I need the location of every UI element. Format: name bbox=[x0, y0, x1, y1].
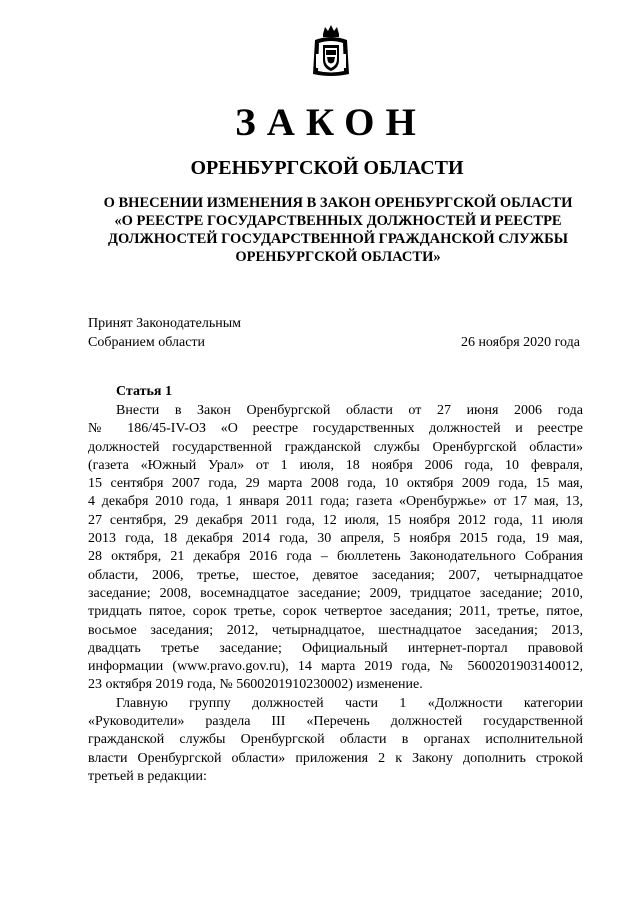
text-line: гражданской службы Оренбургской области в органах исполнительной bbox=[88, 732, 583, 748]
text-line: 4 декабря 2010 года, 1 января 2011 года; газета «Оренбуржье» от 17 мая, 13, bbox=[88, 494, 583, 510]
text-line: 23 октября 2019 года, № 5600201910230002) изменение. bbox=[88, 677, 423, 693]
adoption-line: Принят Законодательным bbox=[88, 316, 241, 331]
heading-line: О ВНЕСЕНИИ ИЗМЕНЕНИЯ В ЗАКОН ОРЕНБУРГСКОЙ ОБЛАСТИ bbox=[103, 195, 573, 211]
text-line: 28 октября, 21 декабря 2016 года – бюллетень Законодательного Собрания bbox=[88, 549, 583, 565]
heading-line: «О РЕЕСТРЕ ГОСУДАРСТВЕННЫХ ДОЛЖНОСТЕЙ И РЕЕСТРЕ bbox=[114, 213, 562, 229]
law-heading bbox=[88, 194, 588, 266]
text-line: информации (www.pravo.gov.ru), 14 марта 2019 года, № 5600201903140012, bbox=[88, 659, 583, 675]
text-line: 15 сентября 2007 года, 29 марта 2008 года, 10 октября 2009 года, 15 мая, bbox=[88, 476, 583, 492]
text-line: области, 2006, третье, шестое, девятое заседания; 2007, четырнадцатое bbox=[88, 567, 583, 583]
adoption-date: 26 ноября 2020 года bbox=[460, 335, 580, 350]
document-title: ЗАКОН bbox=[235, 101, 427, 144]
text-line: 2013 года, 18 декабря 2014 года, 30 апреля, 5 ноября 2015 года, 19 мая, bbox=[88, 531, 583, 547]
coat-of-arms-icon bbox=[311, 24, 351, 78]
text-line: должностей государственной гражданской службы Оренбургской области» bbox=[88, 439, 583, 455]
text-line: Главную группу должностей части 1 «Должности категории bbox=[116, 695, 583, 711]
text-line: «Руководители» раздела III «Перечень должностей государственной bbox=[88, 714, 583, 730]
adoption-block bbox=[88, 314, 241, 352]
text-line: заседание; 2008, восемнадцатое заседание; 2009, тридцатое заседание; 2010, bbox=[88, 585, 583, 601]
text-line: № 186/45-IV-ОЗ «О реестре государственных должностей и реестре bbox=[88, 421, 583, 437]
adoption-line: Собранием области bbox=[88, 335, 206, 350]
heading-line: ДОЛЖНОСТЕЙ ГОСУДАРСТВЕННОЙ ГРАЖДАНСКОЙ СЛУЖБЫ bbox=[108, 231, 568, 247]
text-line: Внести в Закон Оренбургской области от 27 июня 2006 года bbox=[116, 403, 583, 418]
text-line: тридцать пятое, сорок третье, сорок четвертое заседания; 2011, третье, пятое, bbox=[88, 604, 583, 620]
document-subtitle: ОРЕНБУРГСКОЙ ОБЛАСТИ bbox=[190, 157, 464, 179]
text-line: 27 сентября, 29 декабря 2011 года, 12 июля, 15 ноября 2012 года, 11 июля bbox=[88, 512, 583, 528]
text-line: власти Оренбургской области» приложения 2 к Закону дополнить строкой bbox=[88, 750, 583, 766]
text-line: (газета «Южный Урал» от 1 июля, 18 ноября 2006 года, 10 февраля, bbox=[88, 457, 583, 473]
text-line: восьмое заседания; 2012, четырнадцатое, шестнадцатое заседания; 2013, bbox=[88, 622, 583, 638]
article-body bbox=[88, 402, 583, 786]
heading-line: ОРЕНБУРГСКОЙ ОБЛАСТИ» bbox=[235, 249, 441, 265]
text-line: третьей в редакции: bbox=[88, 768, 207, 784]
article-title: Статья 1 bbox=[116, 384, 172, 399]
text-line: двадцать третье заседание; Официальный интернет-портал правовой bbox=[88, 640, 583, 656]
